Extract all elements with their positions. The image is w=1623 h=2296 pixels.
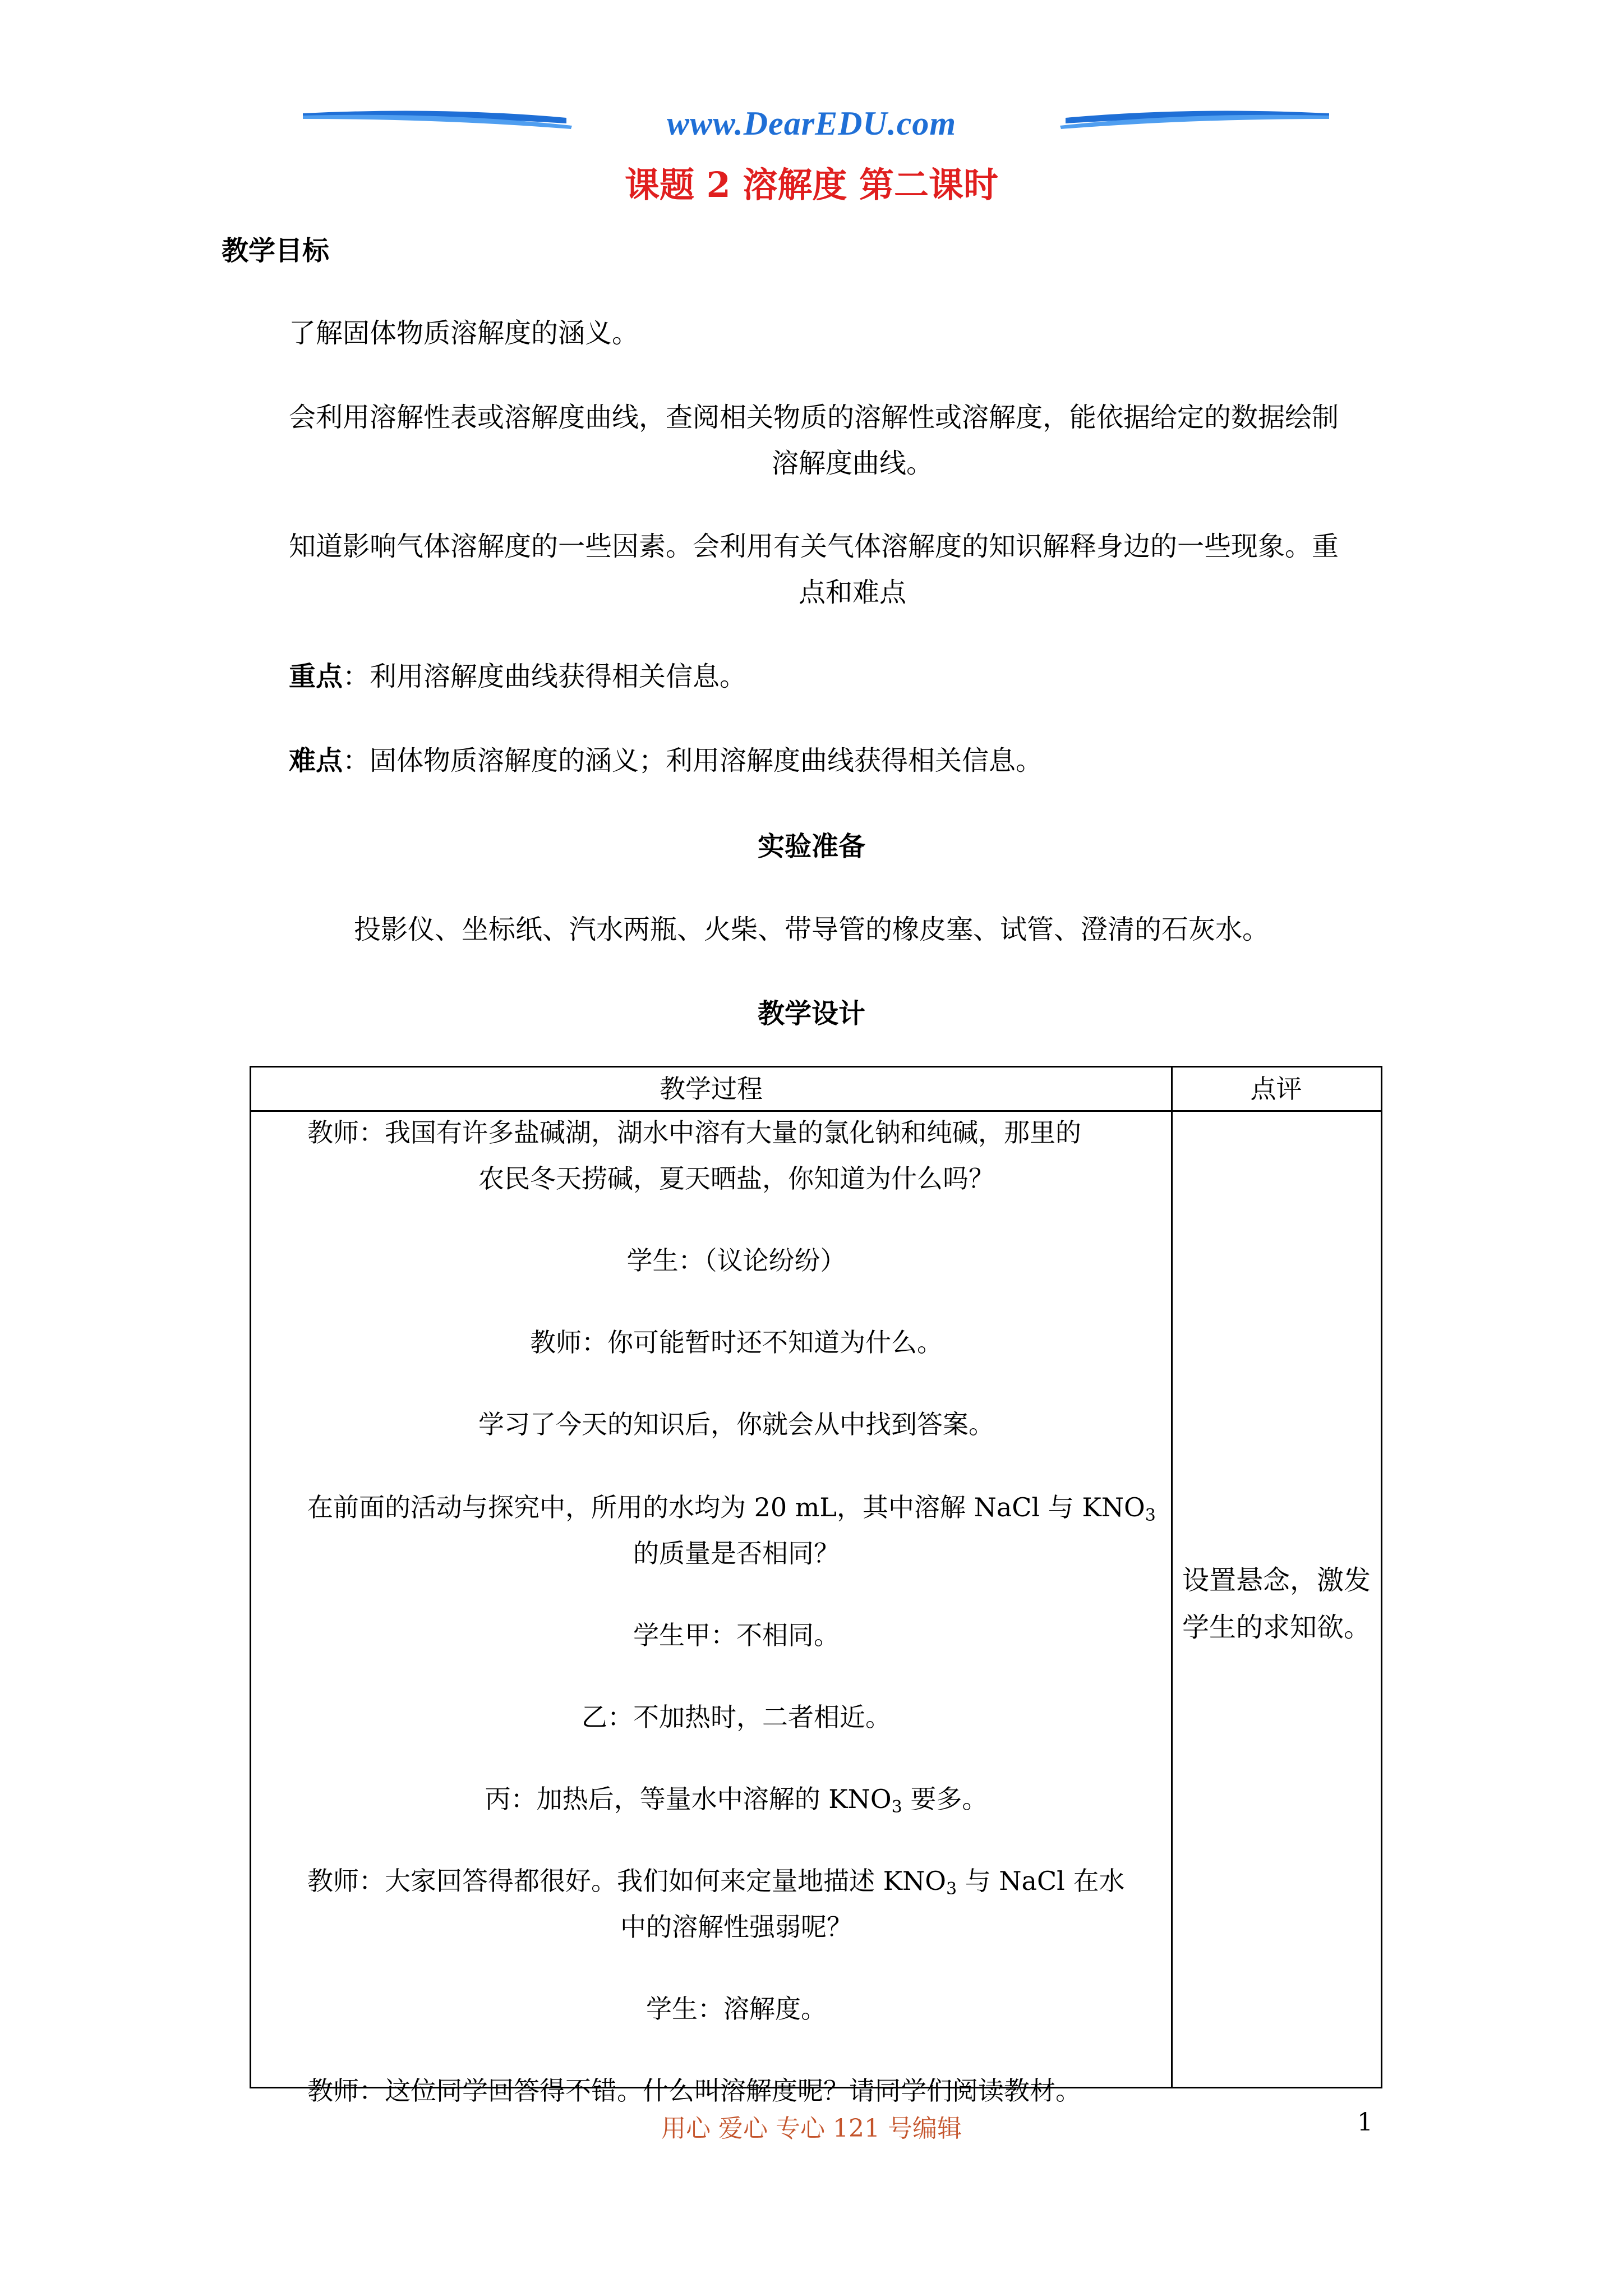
subscript: 3 xyxy=(946,1879,957,1899)
page-number: 1 xyxy=(1357,2108,1373,2137)
process-line xyxy=(307,1779,1165,1817)
process-line: 乙：不加热时，二者相近。 xyxy=(582,1702,891,1732)
process-line: 教师：你可能暂时还不知道为什么。 xyxy=(530,1327,943,1358)
process-line: 农民冬天捞碱，夏天晒盐，你知道为什么吗？ xyxy=(478,1163,994,1194)
table-header-process: 教学过程 xyxy=(660,1074,763,1104)
difficult-point xyxy=(289,736,1416,785)
table-divider-vertical xyxy=(1171,1068,1173,2087)
design-heading: 教学设计 xyxy=(757,998,865,1029)
process-line xyxy=(307,1861,1165,1899)
process-line: 教师：我国有许多盐碱湖，湖水中溶有大量的氯化钠和纯碱，那里的 xyxy=(307,1117,1081,1148)
key-point-label: 重点 xyxy=(289,661,343,692)
comment-cell: 设置悬念，激发学生的求知欲。 xyxy=(1182,1565,1371,1643)
process-line-text: 在前面的活动与探究中，所用的水均为 20 mL，其中溶解 NaCl 与 KNO xyxy=(307,1492,1145,1522)
objective-1: 了解固体物质溶解度的涵义。 xyxy=(289,318,639,349)
footer-text: 用心 爱心 专心 121 号编辑 xyxy=(661,2114,962,2143)
key-point xyxy=(289,652,1416,701)
site-url[interactable]: www.DearEDU.com xyxy=(666,105,957,142)
process-line-text: 与 NaCl 在水 xyxy=(957,1866,1125,1896)
process-line: 学生：（议论纷纷） xyxy=(626,1245,846,1276)
process-line: 的质量是否相同？ xyxy=(633,1538,840,1568)
process-line: 教师：这位同学回答得不错。什么叫溶解度呢？请同学们阅读教材。 xyxy=(307,2076,1081,2106)
process-line: 学生：溶解度。 xyxy=(646,1994,827,2024)
process-line: 学习了今天的知识后，你就会从中找到答案。 xyxy=(478,1409,994,1439)
subscript: 3 xyxy=(891,1797,902,1817)
page-title: 课题 2 溶解度 第二课时 xyxy=(625,164,998,205)
design-table xyxy=(250,1066,1382,2106)
key-point-text: ：利用溶解度曲线获得相关信息。 xyxy=(343,661,747,692)
table-header-comment: 点评 xyxy=(1250,1074,1302,1104)
process-line: 学生甲：不相同。 xyxy=(633,1620,840,1650)
table-divider-horizontal xyxy=(251,1110,1381,1112)
objective-2-cont: 溶解度曲线。 xyxy=(771,448,933,479)
subscript: 3 xyxy=(1145,1506,1156,1525)
objective-3: 知道影响气体溶解度的一些因素。会利用有关气体溶解度的知识解释身边的一些现象。重 xyxy=(289,531,1339,562)
objective-2: 会利用溶解性表或溶解度曲线，查阅相关物质的溶解性或溶解度，能依据给定的数据绘制 xyxy=(289,402,1339,433)
prep-heading: 实验准备 xyxy=(757,831,865,862)
prep-text: 投影仪、坐标纸、汽水两瓶、火柴、带导管的橡皮塞、试管、澄清的石灰水。 xyxy=(353,914,1269,945)
process-line-text: 要多。 xyxy=(902,1784,988,1814)
difficult-point-text: ：固体物质溶解度的涵义；利用溶解度曲线获得相关信息。 xyxy=(343,745,1043,776)
objectives-heading: 教学目标 xyxy=(222,235,330,266)
objective-3-cont: 点和难点 xyxy=(798,577,906,608)
difficult-point-label: 难点 xyxy=(289,745,343,776)
process-line-text: 教师：大家回答得都很好。我们如何来定量地描述 KNO xyxy=(307,1866,946,1896)
process-line xyxy=(307,1487,1165,1525)
process-line-text: 丙：加热后，等量水中溶解的 KNO xyxy=(485,1784,892,1814)
process-line: 中的溶解性强弱呢？ xyxy=(620,1912,852,1942)
